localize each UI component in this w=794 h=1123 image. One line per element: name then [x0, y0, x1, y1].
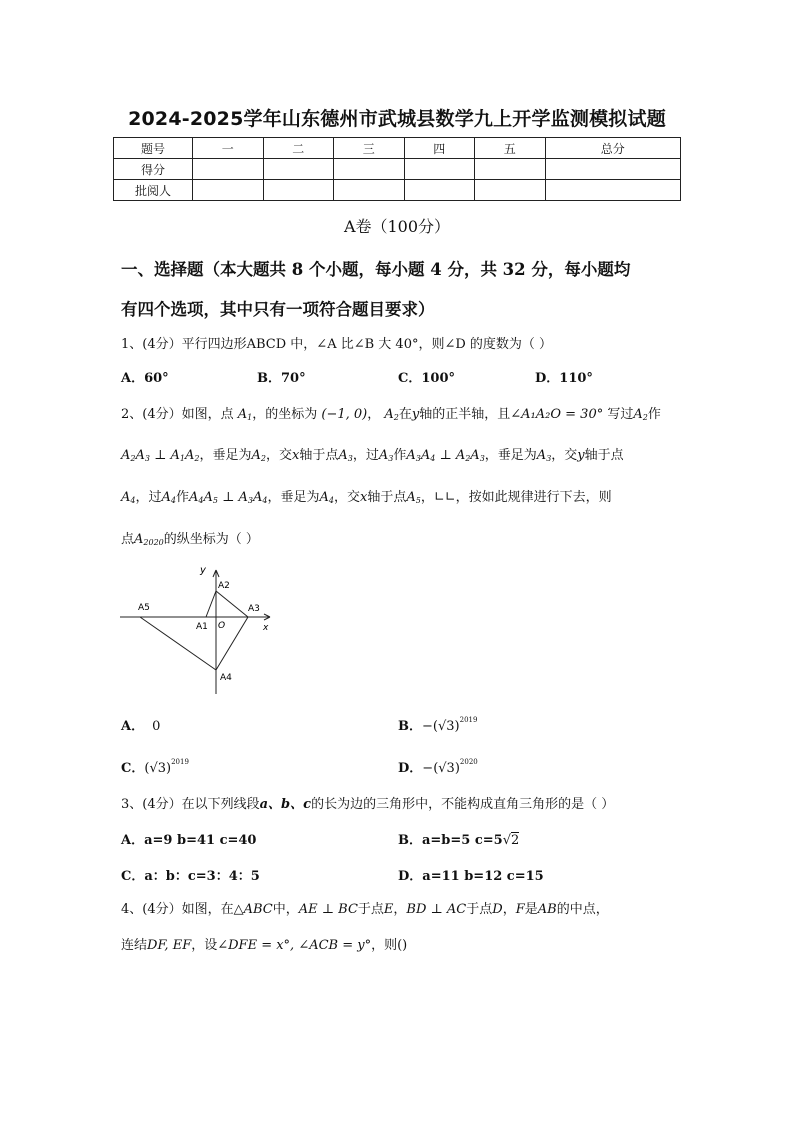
point-a3b: $A_3$ — [378, 448, 394, 463]
exponent: 2019 — [459, 716, 478, 724]
perp-symbol3: ⊥ — [222, 490, 235, 505]
seg-a3a4: $A_3A_4$ — [406, 448, 436, 463]
table-cell[interactable] — [193, 159, 264, 180]
table-cell: 三 — [334, 138, 405, 159]
q4-comma2: ， — [502, 902, 516, 917]
q3-option-b[interactable]: B．a=b=5 c=5√2 — [398, 833, 520, 848]
table-cell: 总分 — [545, 138, 681, 159]
seg-a4a5: $A_4A_5$ — [189, 490, 218, 505]
q2-option-a[interactable] — [121, 715, 160, 734]
part1-line1: 一、选择题（本大题共 8 个小题，每小题 4 分，共 32 分，每小题均 — [121, 260, 631, 279]
table-cell: 得分 — [114, 159, 193, 180]
sqrt-3: √3 — [149, 761, 166, 776]
section-a-heading: A卷（100分） — [343, 217, 451, 236]
q2-make3: 作 — [175, 490, 189, 505]
y-var2: y — [577, 448, 585, 463]
table-cell[interactable] — [475, 180, 546, 201]
label-o: O — [218, 621, 226, 631]
q2-figure — [118, 560, 278, 700]
q4-ae: AE ⊥ BC — [298, 902, 358, 917]
table-cell: 题号 — [114, 138, 193, 159]
q2-make: 作 — [647, 407, 661, 422]
perp-symbol2: ⊥ — [439, 448, 452, 463]
table-cell[interactable] — [193, 180, 264, 201]
q4-ab: AB — [537, 902, 557, 917]
label-a5: A5 — [138, 603, 150, 613]
q1-option-a[interactable]: A．60° — [121, 371, 169, 386]
q4-comma: ， — [393, 902, 407, 917]
q2-foot2: ，垂足为 — [484, 448, 537, 463]
q2-prefix: 2、(4分）如图，点 — [121, 407, 234, 422]
q2-on-axis: 在 — [398, 407, 412, 422]
q2-foot3: ，垂足为 — [267, 490, 320, 505]
q2-angle: ∠A₁A₂O = 30° — [510, 407, 604, 422]
q3-stem-tail: 的长为边的三角形中，不能构成直角三角形的是（ ） — [311, 797, 615, 812]
q4-mid5: 的中点， — [556, 902, 609, 917]
q4-pre: 4、(4分）如图，在 — [121, 902, 234, 917]
point-a2020: $A_{2020}$ — [134, 532, 164, 547]
table-cell: 五 — [475, 138, 546, 159]
q2-line4-text: 的纵坐标为（ ） — [163, 532, 259, 547]
q2-coord-text: ，的坐标为 — [252, 407, 318, 422]
score-table-header-row — [114, 138, 681, 159]
q2-option-d[interactable]: D．$-(√3)^{2020}$ — [398, 758, 478, 776]
point-a5: $A_5$ — [406, 490, 421, 505]
q2-option-b[interactable]: B．$-(√3)^{2019}$ — [398, 716, 478, 734]
label-a1: A1 — [196, 622, 208, 632]
q2-line3: $A_4$，过$A_4$作$A_4A_5$ ⊥ $A_3A_4$，垂足为$A_4$，交x轴于点$A_5$，∟∟，按如此规律进行下去，则 — [121, 490, 612, 505]
q4-line2-tail: ，则() — [371, 938, 408, 953]
q3-option-d[interactable]: D．a=11 b=12 c=15 — [398, 869, 544, 884]
q4-mid4: 是 — [524, 902, 538, 917]
q2-axis-point2: 轴于点 — [584, 448, 624, 463]
q2-axis-point: 轴于点 — [299, 448, 339, 463]
q4-angles: ∠DFE = x°, ∠ACB = y° — [217, 938, 372, 953]
seg-a3a4b: $A_3A_4$ — [238, 490, 268, 505]
q4-d: D — [492, 902, 503, 917]
point-a2c: $A_2$ — [251, 448, 266, 463]
table-cell[interactable] — [545, 159, 681, 180]
seg-a2a3b: $A_2A_3$ — [455, 448, 485, 463]
point-a3: $A_3$ — [338, 448, 353, 463]
part1-heading — [121, 250, 681, 330]
q2-line1: 2、(4分）如图，点 $A_1$，的坐标为 (−1, 0)， $A_2$在y轴的正半轴，且∠A₁A₂O = 30° 写过$A_2$作 — [121, 407, 661, 422]
label-x: x — [263, 623, 269, 633]
point-a2b: $A_2$ — [633, 407, 648, 422]
q2-line3-tail: ，按如此规律进行下去，则 — [455, 490, 612, 505]
option-letter: A． — [121, 719, 145, 734]
segment-a2a3 — [216, 591, 248, 617]
label-a4: A4 — [220, 673, 232, 683]
q1-option-d[interactable]: D．110° — [535, 371, 593, 386]
q2-option-c[interactable]: C．$(√3)^{2019}$ — [121, 758, 189, 776]
q2-foot: ，垂足为 — [199, 448, 252, 463]
x-var: x — [291, 448, 300, 463]
table-cell[interactable] — [404, 159, 475, 180]
table-cell: 四 — [404, 138, 475, 159]
point-a4: $A_4$ — [121, 490, 136, 505]
option-text: B．a=b=5 c=5 — [398, 833, 503, 848]
q4-line2-pre: 连结 — [121, 938, 148, 953]
q2-axis-point3: 轴于点 — [367, 490, 407, 505]
q4-mid2: 于点 — [357, 902, 384, 917]
option-letter: C． — [121, 761, 145, 776]
q3-option-c[interactable]: C．a：b：c=3：4：5 — [121, 869, 260, 884]
option-letter: B． — [398, 719, 422, 734]
q2-coord-value: (−1, 0) — [321, 407, 368, 422]
table-cell: 二 — [263, 138, 334, 159]
q3-vars: a、b、c — [259, 797, 312, 812]
q4-mid3: 于点 — [466, 902, 493, 917]
q4-mid1: 中， — [272, 902, 299, 917]
point-a3c: $A_3$ — [536, 448, 552, 463]
label-y: y — [200, 565, 206, 576]
table-cell[interactable] — [334, 180, 405, 201]
q4-line2-mid: ，设 — [191, 938, 218, 953]
sqrt-3: √3 — [437, 719, 455, 734]
q2-point-prefix: 点 — [121, 532, 135, 547]
table-cell: 一 — [193, 138, 264, 159]
q2-make2: 作 — [393, 448, 407, 463]
exam-title: 2024-2025学年山东德州市武城县数学九上开学监测模拟试题 — [128, 108, 666, 130]
table-cell[interactable] — [404, 180, 475, 201]
q4-triangle: △ABC — [233, 902, 273, 917]
q4-dfef: DF, EF — [147, 938, 192, 953]
x-var2: x — [359, 490, 368, 505]
q4-line2 — [121, 934, 407, 953]
q2-axis-text: 轴的正半轴，且 — [419, 407, 511, 422]
exponent: 2019 — [171, 758, 189, 766]
seg-a1a2: $A_1A_2$ — [170, 448, 200, 463]
score-table-row — [114, 159, 681, 180]
table-cell[interactable] — [475, 159, 546, 180]
q2-then: 写过 — [607, 407, 634, 422]
score-table — [113, 137, 681, 201]
q2-line2 — [121, 444, 624, 463]
table-cell[interactable] — [334, 159, 405, 180]
label-a3: A3 — [248, 604, 260, 614]
q4-f: F — [515, 902, 525, 917]
q2-intersect: ，交 — [265, 448, 292, 463]
q3-option-a[interactable]: A．a=9 b=41 c=40 — [121, 833, 257, 848]
q1-option-b[interactable]: B．70° — [257, 371, 306, 386]
radicand: 2 — [511, 833, 520, 848]
q1-option-c[interactable]: C．100° — [398, 371, 455, 386]
option-value: 0 — [152, 719, 161, 734]
y-var: y — [411, 407, 420, 422]
table-cell[interactable] — [263, 159, 334, 180]
q3-stem-pre: 3、(4分）在以下列线段 — [121, 797, 260, 812]
q4-bd: BD ⊥ AC — [406, 902, 467, 917]
point-a2: $A_2$ — [384, 407, 399, 422]
part1-line2: 有四个选项，其中只有一项符合题目要求） — [121, 300, 435, 319]
point-a4b: $A_4$ — [161, 490, 176, 505]
q3-stem — [121, 793, 614, 812]
minus-sign: − — [422, 719, 433, 734]
q1-stem: 1、(4分）平行四边形ABCD 中，∠A 比∠B 大 40°，则∠D 的度数为（ ） — [121, 337, 553, 352]
table-cell[interactable] — [545, 180, 681, 201]
q2-through: ，过 — [352, 448, 379, 463]
ellipsis: ∟∟ — [433, 490, 456, 505]
exponent: 2020 — [459, 758, 478, 766]
seg-a2a3: $A_2A_3$ — [121, 448, 150, 463]
point-a1: $A_1$ — [237, 407, 253, 422]
minus-sign: − — [422, 761, 434, 776]
score-table-row — [114, 180, 681, 201]
perp-symbol: ⊥ — [154, 448, 167, 463]
q4-line1 — [121, 898, 609, 917]
point-a4c: $A_4$ — [319, 490, 334, 505]
label-a2: A2 — [218, 581, 230, 591]
q2-line4 — [121, 528, 259, 547]
q4-e: E — [383, 902, 394, 917]
table-cell: 批阅人 — [114, 180, 193, 201]
q2-intersect2: ，交 — [551, 448, 578, 463]
option-letter: D． — [398, 761, 423, 776]
table-cell[interactable] — [263, 180, 334, 201]
segment-a1a2 — [206, 591, 216, 617]
q2-intersect3: ，交 — [333, 490, 360, 505]
sqrt-3: √3 — [438, 761, 455, 776]
